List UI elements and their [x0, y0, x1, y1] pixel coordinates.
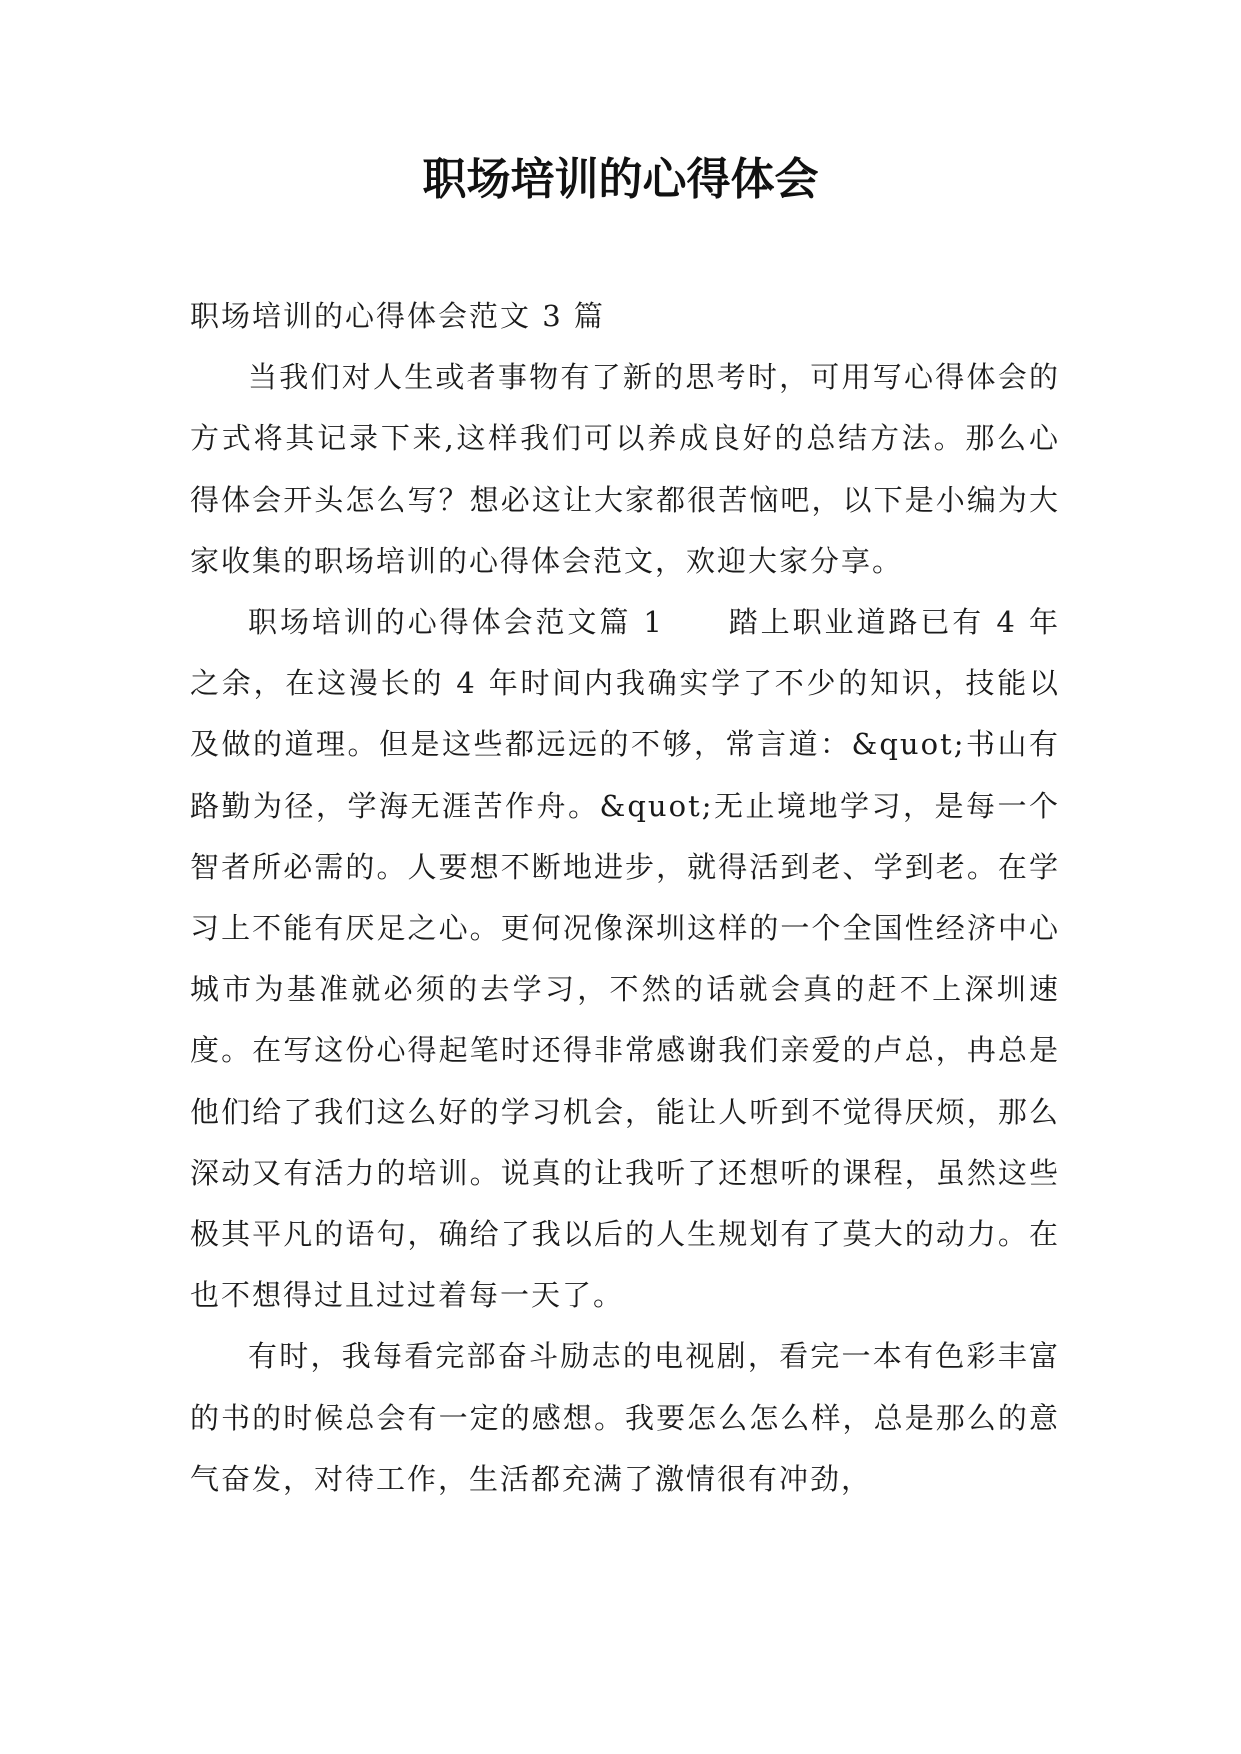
- document-body: [190, 286, 1060, 1510]
- document-title: 职场培训的心得体会: [422, 154, 819, 205]
- document-subtitle: 职场培训的心得体会范文 3 篇: [190, 299, 605, 333]
- paragraph-intro: 当我们对人生或者事物有了新的思考时，可用写心得体会的方式将其记录下来,这样我们可以养成良好的总结方法。那么心得体会开头怎么写？想必这让大家都很苦恼吧，以下是小编为大家收集的职场培训的心得体会范文，欢迎大家分享。: [190, 360, 1060, 578]
- paragraph-essay-1-continued: 有时，我每看完部奋斗励志的电视剧，看完一本有色彩丰富的书的时候总会有一定的感想。我要怎么怎么样，总是那么的意气奋发，对待工作，生活都充满了激情很有冲劲，: [190, 1339, 1060, 1496]
- paragraph-essay-1: 职场培训的心得体会范文篇 1 踏上职业道路已有 4 年之余，在这漫长的 4 年时间内我确实学了不少的知识，技能以及做的道理。但是这些都远远的不够，常言道：&quot;书山有路勤为径，学海无涯苦作舟。&quot;无止境地学习，是每一个智者所必需的。人要想不断地进步，就得活到老、学到老。在学习上不能有厌足之心。更何况像深圳这样的一个全国性经济中心城市为基准就必须的去学习，不然的话就会真的赶不上深圳速度。在写这份心得起笔时还得非常感谢我们亲爱的卢总，冉总是他们给了我们这么好的学习机会，能让人听到不觉得厌烦，那么深动又有活力的培训。说真的让我听了还想听的课程，虽然这些极其平凡的语句，确给了我以后的人生规划有了莫大的动力。在也不想得过且过过着每一天了。: [190, 605, 1060, 1313]
